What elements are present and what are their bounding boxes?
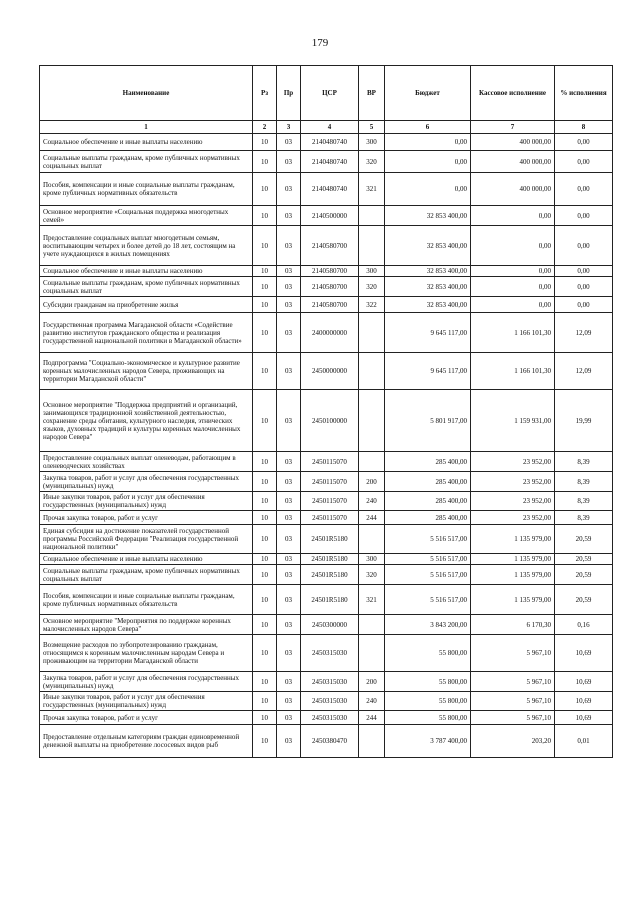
table-cell-name: Пособия, компенсации и иные социальные выплаты гражданам, кроме публичных нормативных обязательств bbox=[40, 585, 253, 615]
table-cell-budget: 32 853 400,00 bbox=[385, 226, 471, 266]
table-cell-cash: 1 135 979,00 bbox=[471, 565, 555, 585]
table-cell-pr: 03 bbox=[277, 297, 301, 313]
table-cell-vr: 240 bbox=[359, 692, 385, 711]
table-cell-vr: 244 bbox=[359, 511, 385, 525]
table-row bbox=[40, 615, 613, 635]
column-number: 6 bbox=[385, 121, 471, 134]
table-cell-pr: 03 bbox=[277, 266, 301, 277]
table-cell-pr: 03 bbox=[277, 206, 301, 226]
table-cell-csr: 2450315030 bbox=[301, 635, 359, 672]
table-cell-budget: 285 400,00 bbox=[385, 472, 471, 492]
table-cell-pr: 03 bbox=[277, 565, 301, 585]
table-cell-rz: 10 bbox=[253, 226, 277, 266]
table-cell-name: Возмещение расходов по зубопротезированию гражданам, относящимся к коренным малочисленным народам Севера и проживающим на территории Магаданской области bbox=[40, 635, 253, 672]
table-cell-pr: 03 bbox=[277, 585, 301, 615]
table-cell-cash: 0,00 bbox=[471, 226, 555, 266]
table-cell-budget: 55 800,00 bbox=[385, 635, 471, 672]
table-cell-csr: 2140480740 bbox=[301, 134, 359, 151]
table-cell-pr: 03 bbox=[277, 492, 301, 511]
table-row bbox=[40, 297, 613, 313]
table-row bbox=[40, 472, 613, 492]
table-cell-vr: 320 bbox=[359, 277, 385, 297]
table-cell-csr: 2140500000 bbox=[301, 206, 359, 226]
table-cell-percent: 19,99 bbox=[555, 390, 613, 452]
table-row bbox=[40, 554, 613, 565]
table-cell-vr bbox=[359, 615, 385, 635]
table-cell-csr: 2450115070 bbox=[301, 492, 359, 511]
table-cell-percent: 10,69 bbox=[555, 692, 613, 711]
table-cell-rz: 10 bbox=[253, 725, 277, 758]
table-cell-percent: 0,16 bbox=[555, 615, 613, 635]
table-cell-rz: 10 bbox=[253, 492, 277, 511]
table-row bbox=[40, 585, 613, 615]
table-cell-budget: 0,00 bbox=[385, 134, 471, 151]
table-cell-csr: 24501R5180 bbox=[301, 565, 359, 585]
table-cell-cash: 400 000,00 bbox=[471, 173, 555, 206]
table-cell-budget: 3 843 200,00 bbox=[385, 615, 471, 635]
table-cell-cash: 0,00 bbox=[471, 277, 555, 297]
table-cell-rz: 10 bbox=[253, 206, 277, 226]
table-cell-csr: 2140480740 bbox=[301, 173, 359, 206]
table-row bbox=[40, 353, 613, 390]
table-cell-cash: 5 967,10 bbox=[471, 672, 555, 692]
table-cell-vr: 300 bbox=[359, 554, 385, 565]
table-cell-pr: 03 bbox=[277, 615, 301, 635]
table-cell-percent: 10,69 bbox=[555, 635, 613, 672]
table-cell-vr bbox=[359, 353, 385, 390]
table-cell-budget: 5 801 917,00 bbox=[385, 390, 471, 452]
table-cell-name: Основное мероприятие "Мероприятия по поддержке коренных малочисленных народов Севера" bbox=[40, 615, 253, 635]
table-cell-vr: 300 bbox=[359, 266, 385, 277]
table-cell-rz: 10 bbox=[253, 277, 277, 297]
table-cell-percent: 0,00 bbox=[555, 277, 613, 297]
table-cell-vr: 322 bbox=[359, 297, 385, 313]
table-cell-budget: 0,00 bbox=[385, 151, 471, 173]
table-cell-pr: 03 bbox=[277, 151, 301, 173]
header-pr: Пр bbox=[277, 66, 301, 121]
table-cell-budget: 285 400,00 bbox=[385, 452, 471, 472]
table-cell-percent: 20,59 bbox=[555, 565, 613, 585]
header-row bbox=[40, 66, 613, 121]
table-cell-budget: 0,00 bbox=[385, 173, 471, 206]
table-cell-rz: 10 bbox=[253, 585, 277, 615]
table-cell-csr: 24501R5180 bbox=[301, 554, 359, 565]
column-number: 2 bbox=[253, 121, 277, 134]
table-cell-percent: 8,39 bbox=[555, 452, 613, 472]
table-cell-cash: 400 000,00 bbox=[471, 151, 555, 173]
table-cell-pr: 03 bbox=[277, 711, 301, 725]
table-cell-cash: 400 000,00 bbox=[471, 134, 555, 151]
table-cell-vr: 320 bbox=[359, 565, 385, 585]
table-cell-percent: 0,00 bbox=[555, 266, 613, 277]
table-cell-vr: 320 bbox=[359, 151, 385, 173]
table-cell-rz: 10 bbox=[253, 711, 277, 725]
table-cell-vr bbox=[359, 635, 385, 672]
table-cell-csr: 2140580700 bbox=[301, 226, 359, 266]
column-number: 7 bbox=[471, 121, 555, 134]
header-execution-percent: % исполнения bbox=[555, 66, 613, 121]
table-cell-rz: 10 bbox=[253, 511, 277, 525]
table-cell-rz: 10 bbox=[253, 452, 277, 472]
table-cell-name: Закупка товаров, работ и услуг для обеспечения государственных (муниципальных) нужд bbox=[40, 672, 253, 692]
column-number: 5 bbox=[359, 121, 385, 134]
table-cell-percent: 8,39 bbox=[555, 511, 613, 525]
table-cell-percent: 20,59 bbox=[555, 525, 613, 554]
budget-execution-table bbox=[39, 65, 613, 758]
table-cell-budget: 55 800,00 bbox=[385, 711, 471, 725]
column-number: 4 bbox=[301, 121, 359, 134]
table-cell-cash: 5 967,10 bbox=[471, 692, 555, 711]
table-cell-pr: 03 bbox=[277, 725, 301, 758]
table-cell-cash: 203,20 bbox=[471, 725, 555, 758]
table-cell-csr: 2450300000 bbox=[301, 615, 359, 635]
table-cell-name: Основное мероприятие "Поддержка предприятий и организаций, занимающихся традиционной хозяйственной деятельностью, сохранение среды обитания, культурного наследия, этнических языков, духовных традиций и культуры коренных малочисленных народов Севера" bbox=[40, 390, 253, 452]
table-cell-csr: 2450115070 bbox=[301, 452, 359, 472]
table-cell-csr: 2140480740 bbox=[301, 151, 359, 173]
table-cell-cash: 1 159 931,00 bbox=[471, 390, 555, 452]
table-cell-cash: 23 952,00 bbox=[471, 472, 555, 492]
table-cell-rz: 10 bbox=[253, 565, 277, 585]
table-row bbox=[40, 266, 613, 277]
table-row bbox=[40, 672, 613, 692]
table-cell-percent: 0,00 bbox=[555, 206, 613, 226]
table-cell-percent: 0,00 bbox=[555, 226, 613, 266]
table-cell-percent: 12,09 bbox=[555, 353, 613, 390]
table-cell-budget: 5 516 517,00 bbox=[385, 525, 471, 554]
table-cell-csr: 2450115070 bbox=[301, 472, 359, 492]
table-cell-rz: 10 bbox=[253, 672, 277, 692]
table-cell-name: Основное мероприятие «Социальная поддержка многодетных семей» bbox=[40, 206, 253, 226]
table-cell-budget: 5 516 517,00 bbox=[385, 585, 471, 615]
table-row bbox=[40, 173, 613, 206]
table-cell-percent: 8,39 bbox=[555, 472, 613, 492]
table-cell-rz: 10 bbox=[253, 692, 277, 711]
header-budget: Бюджет bbox=[385, 66, 471, 121]
table-cell-vr: 244 bbox=[359, 711, 385, 725]
table-cell-rz: 10 bbox=[253, 297, 277, 313]
table-cell-vr: 300 bbox=[359, 134, 385, 151]
table-cell-pr: 03 bbox=[277, 692, 301, 711]
table-cell-pr: 03 bbox=[277, 313, 301, 353]
table-cell-name: Государственная программа Магаданской области «Содействие развитию институтов гражданского общества и реализация государственной национальной политики в Магаданской области» bbox=[40, 313, 253, 353]
table-cell-vr: 200 bbox=[359, 672, 385, 692]
table-cell-pr: 03 bbox=[277, 511, 301, 525]
table-cell-vr bbox=[359, 452, 385, 472]
table-row bbox=[40, 635, 613, 672]
table-cell-csr: 2140580700 bbox=[301, 277, 359, 297]
table-cell-budget: 55 800,00 bbox=[385, 672, 471, 692]
table-cell-rz: 10 bbox=[253, 134, 277, 151]
table-cell-budget: 32 853 400,00 bbox=[385, 206, 471, 226]
table-cell-rz: 10 bbox=[253, 390, 277, 452]
table-cell-cash: 23 952,00 bbox=[471, 452, 555, 472]
column-number: 3 bbox=[277, 121, 301, 134]
table-cell-name: Единая субсидия на достижение показателей государственной программы Российской Федерации "Реализация государственной национальной политики" bbox=[40, 525, 253, 554]
table-cell-cash: 23 952,00 bbox=[471, 492, 555, 511]
table-row bbox=[40, 151, 613, 173]
page-number: 179 bbox=[311, 37, 329, 49]
table-cell-budget: 3 787 400,00 bbox=[385, 725, 471, 758]
table-cell-vr: 240 bbox=[359, 492, 385, 511]
table-cell-csr: 2450315030 bbox=[301, 672, 359, 692]
table-row bbox=[40, 277, 613, 297]
table-cell-percent: 0,01 bbox=[555, 725, 613, 758]
table-cell-vr: 321 bbox=[359, 173, 385, 206]
table-cell-percent: 0,00 bbox=[555, 173, 613, 206]
table-cell-cash: 23 952,00 bbox=[471, 511, 555, 525]
header-name: Наименование bbox=[40, 66, 253, 121]
table-cell-cash: 0,00 bbox=[471, 206, 555, 226]
table-cell-name: Иные закупки товаров, работ и услуг для обеспечения государственных (муниципальных) нужд bbox=[40, 692, 253, 711]
table-row bbox=[40, 206, 613, 226]
table-row bbox=[40, 452, 613, 472]
table-cell-pr: 03 bbox=[277, 277, 301, 297]
table-cell-csr: 24501R5180 bbox=[301, 525, 359, 554]
table-cell-pr: 03 bbox=[277, 390, 301, 452]
table-cell-cash: 0,00 bbox=[471, 266, 555, 277]
table-row bbox=[40, 565, 613, 585]
table-cell-pr: 03 bbox=[277, 472, 301, 492]
table-cell-rz: 10 bbox=[253, 554, 277, 565]
table-cell-cash: 0,00 bbox=[471, 297, 555, 313]
table-cell-pr: 03 bbox=[277, 672, 301, 692]
table-row bbox=[40, 226, 613, 266]
table-cell-budget: 32 853 400,00 bbox=[385, 277, 471, 297]
table-cell-name: Прочая закупка товаров, работ и услуг bbox=[40, 511, 253, 525]
table-cell-csr: 2450000000 bbox=[301, 353, 359, 390]
table-row bbox=[40, 313, 613, 353]
table-cell-rz: 10 bbox=[253, 635, 277, 672]
table-cell-vr: 200 bbox=[359, 472, 385, 492]
table-cell-name: Прочая закупка товаров, работ и услуг bbox=[40, 711, 253, 725]
table-cell-name: Социальное обеспечение и иные выплаты населению bbox=[40, 134, 253, 151]
table-row bbox=[40, 525, 613, 554]
table-cell-budget: 5 516 517,00 bbox=[385, 565, 471, 585]
table-cell-csr: 2450315030 bbox=[301, 711, 359, 725]
table-cell-name: Социальные выплаты гражданам, кроме публичных нормативных социальных выплат bbox=[40, 151, 253, 173]
table-cell-rz: 10 bbox=[253, 615, 277, 635]
table-cell-rz: 10 bbox=[253, 151, 277, 173]
table-cell-csr: 2140580700 bbox=[301, 297, 359, 313]
table-cell-vr bbox=[359, 390, 385, 452]
table-cell-rz: 10 bbox=[253, 173, 277, 206]
table-cell-cash: 1 135 979,00 bbox=[471, 525, 555, 554]
table-cell-percent: 8,39 bbox=[555, 492, 613, 511]
table-cell-cash: 6 170,30 bbox=[471, 615, 555, 635]
table-cell-percent: 0,00 bbox=[555, 297, 613, 313]
table-row bbox=[40, 511, 613, 525]
table-row bbox=[40, 711, 613, 725]
table-cell-budget: 9 645 117,00 bbox=[385, 353, 471, 390]
table-cell-rz: 10 bbox=[253, 353, 277, 390]
table-cell-csr: 2400000000 bbox=[301, 313, 359, 353]
table-cell-cash: 1 166 101,30 bbox=[471, 313, 555, 353]
table-row bbox=[40, 492, 613, 511]
table-body bbox=[40, 134, 613, 758]
table-cell-percent: 0,00 bbox=[555, 151, 613, 173]
table-cell-name: Предоставление социальных выплат оленеводам, работающим в оленеводческих хозяйствах bbox=[40, 452, 253, 472]
table-cell-budget: 55 800,00 bbox=[385, 692, 471, 711]
table-cell-pr: 03 bbox=[277, 525, 301, 554]
table-cell-vr bbox=[359, 725, 385, 758]
table-cell-csr: 24501R5180 bbox=[301, 585, 359, 615]
table-cell-cash: 1 135 979,00 bbox=[471, 585, 555, 615]
table-row bbox=[40, 134, 613, 151]
table-cell-percent: 10,69 bbox=[555, 672, 613, 692]
table-cell-pr: 03 bbox=[277, 635, 301, 672]
table-cell-pr: 03 bbox=[277, 554, 301, 565]
table-cell-percent: 20,59 bbox=[555, 585, 613, 615]
table-cell-pr: 03 bbox=[277, 452, 301, 472]
table-cell-budget: 5 516 517,00 bbox=[385, 554, 471, 565]
table-cell-vr: 321 bbox=[359, 585, 385, 615]
table-cell-name: Социальные выплаты гражданам, кроме публичных нормативных социальных выплат bbox=[40, 565, 253, 585]
table-cell-pr: 03 bbox=[277, 173, 301, 206]
table-cell-cash: 5 967,10 bbox=[471, 711, 555, 725]
table-row bbox=[40, 390, 613, 452]
header-rz: Рз bbox=[253, 66, 277, 121]
table-cell-percent: 20,59 bbox=[555, 554, 613, 565]
table-cell-budget: 285 400,00 bbox=[385, 511, 471, 525]
table-cell-rz: 10 bbox=[253, 525, 277, 554]
table-cell-name: Субсидии гражданам на приобретение жилья bbox=[40, 297, 253, 313]
table-cell-name: Социальные выплаты гражданам, кроме публичных нормативных социальных выплат bbox=[40, 277, 253, 297]
table-cell-percent: 12,09 bbox=[555, 313, 613, 353]
header-cash-execution: Кассовое исполнение bbox=[471, 66, 555, 121]
column-number: 1 bbox=[40, 121, 253, 134]
column-number-row bbox=[40, 121, 613, 134]
table-cell-pr: 03 bbox=[277, 353, 301, 390]
table-cell-csr: 2450380470 bbox=[301, 725, 359, 758]
table-cell-vr bbox=[359, 525, 385, 554]
header-vr: ВР bbox=[359, 66, 385, 121]
table-row bbox=[40, 725, 613, 758]
table-cell-rz: 10 bbox=[253, 266, 277, 277]
table-cell-csr: 2450115070 bbox=[301, 511, 359, 525]
table-cell-percent: 0,00 bbox=[555, 134, 613, 151]
table-cell-budget: 32 853 400,00 bbox=[385, 297, 471, 313]
table-cell-name: Предоставление социальных выплат многодетным семьям, воспитывающим четырех и более детей до 18 лет, состоящим на учете нуждающихся в жилых помещениях bbox=[40, 226, 253, 266]
column-number: 8 bbox=[555, 121, 613, 134]
table-cell-name: Закупка товаров, работ и услуг для обеспечения государственных (муниципальных) нужд bbox=[40, 472, 253, 492]
table-cell-name: Предоставление отдельным категориям граждан единовременной денежной выплаты на приобретение лососевых видов рыб bbox=[40, 725, 253, 758]
table-cell-name: Подпрограмма "Социально-экономическое и культурное развитие коренных малочисленных народов Севера, проживающих на территории Магаданской области" bbox=[40, 353, 253, 390]
table-cell-name: Иные закупки товаров, работ и услуг для обеспечения государственных (муниципальных) нужд bbox=[40, 492, 253, 511]
table-cell-name: Социальное обеспечение и иные выплаты населению bbox=[40, 266, 253, 277]
header-csr: ЦСР bbox=[301, 66, 359, 121]
table-cell-csr: 2450100000 bbox=[301, 390, 359, 452]
table-cell-percent: 10,69 bbox=[555, 711, 613, 725]
table-cell-budget: 32 853 400,00 bbox=[385, 266, 471, 277]
table-cell-cash: 1 135 979,00 bbox=[471, 554, 555, 565]
table-cell-pr: 03 bbox=[277, 226, 301, 266]
table-cell-csr: 2140580700 bbox=[301, 266, 359, 277]
table-cell-vr bbox=[359, 313, 385, 353]
table-cell-vr bbox=[359, 206, 385, 226]
table-row bbox=[40, 692, 613, 711]
table-cell-rz: 10 bbox=[253, 472, 277, 492]
table-cell-csr: 2450315030 bbox=[301, 692, 359, 711]
table-cell-cash: 5 967,10 bbox=[471, 635, 555, 672]
table-cell-vr bbox=[359, 226, 385, 266]
table-cell-cash: 1 166 101,30 bbox=[471, 353, 555, 390]
table-cell-budget: 9 645 117,00 bbox=[385, 313, 471, 353]
table-cell-name: Пособия, компенсации и иные социальные выплаты гражданам, кроме публичных нормативных обязательств bbox=[40, 173, 253, 206]
table-cell-pr: 03 bbox=[277, 134, 301, 151]
table-cell-name: Социальное обеспечение и иные выплаты населению bbox=[40, 554, 253, 565]
table-cell-rz: 10 bbox=[253, 313, 277, 353]
table-cell-budget: 285 400,00 bbox=[385, 492, 471, 511]
